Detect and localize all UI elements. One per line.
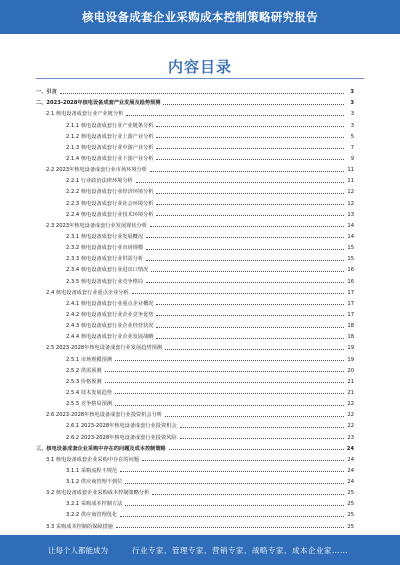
toc-entry-text: 2.3.4 核电设备成套行业进出口情况: [66, 267, 149, 274]
toc-entry-page: 16: [347, 278, 354, 285]
toc-entry-page: 13: [347, 211, 354, 218]
toc-entry-text: 3.2 核电设备成套企业采购成本控制策略分析: [46, 490, 150, 497]
toc-leader-dots: [125, 504, 344, 506]
toc-entry[interactable]: [36, 296, 354, 307]
toc-entry-page: 17: [347, 289, 354, 296]
toc-leader-dots: [156, 203, 344, 205]
toc-entry-text: 2.2.1 行业政治法律环境分析: [66, 178, 133, 185]
toc-entry-page: 16: [347, 267, 354, 274]
toc-entry-text: 2.4.2 核电设备成套行业企业竞争优势: [66, 311, 154, 318]
table-of-contents: [36, 84, 354, 530]
toc-leader-dots: [151, 270, 344, 272]
toc-entry-page: 14: [347, 222, 354, 229]
toc-entry[interactable]: [36, 262, 354, 273]
toc-leader-dots: [105, 381, 344, 383]
toc-leader-dots: [136, 181, 344, 183]
toc-entry[interactable]: [36, 396, 354, 407]
toc-leader-dots: [116, 526, 344, 528]
toc-leader-dots: [105, 370, 344, 372]
toc-entry-page: 25: [347, 512, 354, 519]
toc-leader-dots: [156, 192, 344, 194]
toc-entry[interactable]: [36, 240, 354, 251]
toc-leader-dots: [180, 437, 344, 439]
toc-leader-dots: [150, 225, 344, 227]
toc-entry-text: 2.6.2 2023-2028年核电设备成套行业投资风险: [66, 434, 177, 441]
toc-entry[interactable]: [36, 184, 354, 195]
toc-entry-text: 2.4.1 核电设备成套行业重点企业概况: [66, 300, 154, 307]
toc-entry[interactable]: [36, 251, 354, 262]
toc-leader-dots: [115, 404, 344, 406]
footer-slogan: 让每个人都能成为: [48, 546, 108, 555]
toc-entry-text: 3.2.2 供应商管理优化: [66, 512, 118, 519]
toc-entry-page: 24: [347, 467, 354, 474]
toc-entry-page: 25: [347, 490, 354, 497]
toc-entry-text: 2.5.4 技术发展趋势: [66, 389, 112, 396]
toc-leader-dots: [152, 493, 344, 495]
toc-entry[interactable]: [36, 518, 354, 529]
toc-entry[interactable]: [36, 507, 354, 518]
toc-entry[interactable]: [36, 351, 354, 362]
toc-entry-page: 3: [350, 111, 354, 118]
toc-leader-dots: [156, 158, 344, 160]
toc-entry[interactable]: [36, 474, 354, 485]
toc-entry[interactable]: [36, 195, 354, 206]
toc-leader-dots: [120, 515, 344, 517]
toc-entry-text: 2.5 2023-2028年核电设备成套行业发展趋势预测: [46, 345, 162, 352]
toc-leader-dots: [150, 170, 344, 172]
toc-leader-dots: [146, 281, 344, 283]
toc-entry-text: 2.5.2 供需预测: [66, 367, 102, 374]
toc-entry[interactable]: [36, 407, 354, 418]
toc-entry-page: 11: [347, 178, 354, 185]
toc-entry-page: 25: [347, 501, 354, 508]
toc-leader-dots: [120, 470, 344, 472]
toc-leader-dots: [125, 482, 344, 484]
toc-entry-text: 2.4.4 核电设备成套行业企业发展战略: [66, 334, 154, 341]
toc-leader-dots: [60, 92, 344, 94]
toc-leader-dots: [142, 459, 344, 461]
toc-entry-text: 3.1.2 供应商管理不到位: [66, 479, 123, 486]
toc-leader-dots: [156, 147, 344, 149]
toc-leader-dots: [165, 348, 344, 350]
toc-entry-page: 22: [347, 401, 354, 408]
toc-entry-text: 2.6.1 2023-2028年核电设备成套行业投资机会: [66, 423, 177, 430]
toc-entry-text: 2.1.3 核电设备成套行业中游产业分析: [66, 144, 154, 151]
report-title: 核电设备成套企业采购成本控制策略研究报告: [82, 10, 318, 24]
toc-entry-page: 11: [347, 167, 354, 174]
toc-entry-page: 7: [350, 144, 354, 151]
toc-entry-text: 二、2023-2028年核电设备成套产业发展及趋势预测: [36, 100, 161, 107]
toc-entry-page: 9: [350, 155, 354, 162]
toc-entry-text: 3.2.1 采购成本控制方法: [66, 501, 123, 508]
toc-leader-dots: [132, 292, 344, 294]
toc-heading: 内容目录: [167, 58, 232, 76]
toc-entry[interactable]: [36, 95, 354, 106]
toc-entry[interactable]: [36, 385, 354, 396]
toc-entry[interactable]: [36, 441, 354, 452]
toc-leader-dots: [156, 326, 344, 328]
toc-entry-page: 5: [350, 133, 354, 140]
toc-entry-text: 2.1.2 核电设备成套行业上游产业分析: [66, 133, 154, 140]
toc-leader-dots: [156, 337, 344, 339]
toc-entry[interactable]: [36, 307, 354, 318]
toc-entry-page: 15: [347, 256, 354, 263]
toc-entry-text: 2.2.3 核电设备成套行业社会环境分析: [66, 200, 154, 207]
toc-leader-dots: [156, 136, 344, 138]
toc-entry[interactable]: [36, 140, 354, 151]
toc-entry-text: 3.1.1 采购流程不规范: [66, 467, 118, 474]
toc-entry-text: 2.1 核电设备成套行业产业链分析: [46, 111, 124, 118]
toc-leader-dots: [115, 392, 344, 394]
toc-entry-page: 17: [347, 300, 354, 307]
toc-entry-page: 3: [350, 122, 354, 129]
toc-entry-page: 24: [347, 479, 354, 486]
toc-entry-page: 18: [347, 334, 354, 341]
toc-entry[interactable]: [36, 84, 354, 95]
toc-entry[interactable]: [36, 374, 354, 385]
toc-entry-text: 2.3.2 核电设备成套行业市场规模: [66, 245, 144, 252]
toc-entry-text: 2.4.3 核电设备成套行业企业经营状况: [66, 323, 154, 330]
toc-entry-page: 12: [347, 200, 354, 207]
toc-entry[interactable]: [36, 363, 354, 374]
toc-divider: [36, 78, 364, 79]
toc-entry-page: 24: [347, 456, 354, 463]
toc-entry[interactable]: [36, 106, 354, 117]
toc-entry-text: 2.5.1 市场规模预测: [66, 356, 112, 363]
toc-entry[interactable]: [36, 151, 354, 162]
toc-entry-text: 2.3.5 核电设备成套行业竞争格局: [66, 278, 144, 285]
toc-entry-page: 21: [347, 378, 354, 385]
toc-entry-page: 3: [350, 100, 354, 107]
toc-leader-dots: [156, 214, 344, 216]
toc-entry-page: 22: [347, 412, 354, 419]
toc-entry-page: 19: [347, 356, 354, 363]
toc-entry-text: 2.2 2023年核电设备成套行业市场环境分析: [46, 167, 147, 174]
toc-entry[interactable]: [36, 318, 354, 329]
toc-entry-text: 2.2.4 核电设备成套行业技术环境分析: [66, 211, 154, 218]
toc-leader-dots: [115, 359, 344, 361]
toc-entry-page: 23: [347, 434, 354, 441]
toc-entry-page: 21: [347, 389, 354, 396]
toc-entry[interactable]: [36, 340, 354, 351]
toc-entry-text: 2.3.3 核电设备成套行业供需分析: [66, 256, 144, 263]
toc-entry-text: 2.3.1 核电设备成套行业发展概况: [66, 233, 144, 240]
toc-entry-page: 25: [347, 523, 354, 530]
footer-tagline: 行业专家、管理专家、营销专家、战略专家、成本企业家……: [132, 546, 348, 555]
toc-entry[interactable]: [36, 452, 354, 463]
toc-entry[interactable]: [36, 273, 354, 284]
toc-entry[interactable]: [36, 117, 354, 128]
page-footer: [0, 535, 400, 565]
toc-entry-page: 15: [347, 245, 354, 252]
toc-entry-page: 17: [347, 311, 354, 318]
toc-leader-dots: [163, 103, 344, 105]
toc-entry-page: 24: [346, 445, 354, 452]
toc-leader-dots: [146, 236, 344, 238]
toc-entry-text: 2.2.2 核电设备成套行业经济环境分析: [66, 189, 154, 196]
toc-leader-dots: [169, 448, 344, 450]
toc-entry-page: 22: [347, 423, 354, 430]
toc-entry[interactable]: [36, 129, 354, 140]
toc-leader-dots: [180, 426, 344, 428]
toc-entry[interactable]: [36, 418, 354, 429]
toc-entry-page: 18: [347, 323, 354, 330]
toc-entry[interactable]: [36, 162, 354, 173]
toc-leader-dots: [165, 415, 344, 417]
toc-leader-dots: [146, 248, 344, 250]
toc-entry-text: 2.5.3 价格预测: [66, 378, 102, 385]
toc-entry-text: 2.4 核电设备成套行业重点企业分析: [46, 289, 129, 296]
toc-entry-page: 14: [347, 233, 354, 240]
toc-entry[interactable]: [36, 329, 354, 340]
toc-entry[interactable]: [36, 207, 354, 218]
toc-leader-dots: [126, 114, 344, 116]
toc-entry[interactable]: [36, 496, 354, 507]
toc-entry[interactable]: [36, 285, 354, 296]
toc-entry-text: 2.5.5 竞争格局预测: [66, 401, 112, 408]
toc-entry[interactable]: [36, 173, 354, 184]
toc-entry-page: 20: [347, 367, 354, 374]
toc-entry[interactable]: [36, 429, 354, 440]
toc-entry-text: 2.3 2023年核电设备成套行业发展现状分析: [46, 222, 147, 229]
toc-leader-dots: [156, 314, 344, 316]
toc-entry-page: 12: [347, 189, 354, 196]
toc-leader-dots: [156, 303, 344, 305]
toc-entry-page: 3: [350, 89, 354, 96]
toc-entry-text: 2.1.4 核电设备成套行业下游产业分析: [66, 155, 154, 162]
toc-entry-text: 3.3 采购成本控制的保障措施: [46, 523, 113, 530]
toc-entry[interactable]: [36, 463, 354, 474]
toc-entry-text: 3.1 核电设备成套企业采购中存在的问题: [46, 456, 139, 463]
toc-entry-page: 19: [347, 345, 354, 352]
toc-leader-dots: [156, 125, 344, 127]
toc-entry-text: 三、核电设备成套企业采购中存在的问题及成本控制策略: [36, 445, 166, 452]
toc-entry-text: 一、引言: [36, 89, 57, 96]
toc-leader-dots: [146, 259, 344, 261]
page-header: [0, 0, 400, 34]
toc-entry[interactable]: [36, 218, 354, 229]
toc-entry-text: 2.6 2023-2028年核电设备成套行业投资机会分析: [46, 412, 162, 419]
toc-entry[interactable]: [36, 485, 354, 496]
toc-entry-text: 2.1.1 核电设备成套行业产业链条分析: [66, 122, 154, 129]
toc-entry[interactable]: [36, 229, 354, 240]
